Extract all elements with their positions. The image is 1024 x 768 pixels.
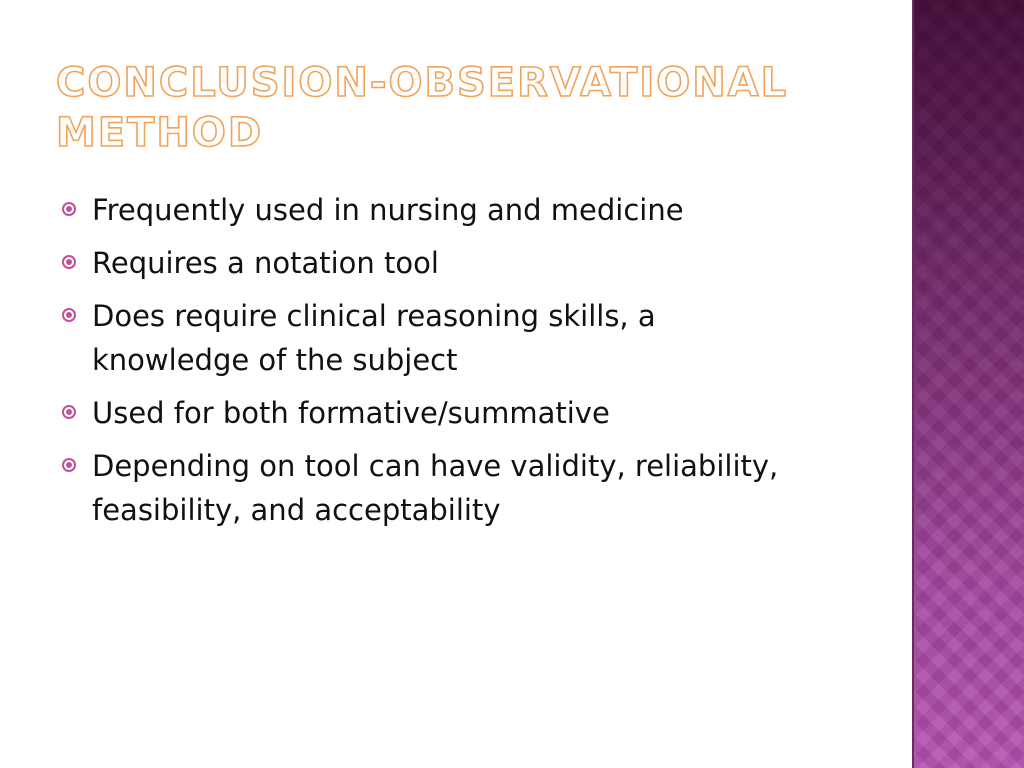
slide-title-line-1: CONCLUSION-OBSERVATIONAL [56, 60, 789, 106]
bullet-text: Frequently used in nursing and medicine [92, 193, 684, 227]
bullet-text: Does require clinical reasoning skills, a knowledge of the subject [92, 299, 656, 377]
radio-bullet-icon [62, 308, 76, 322]
radio-bullet-icon [62, 405, 76, 419]
radio-bullet-icon [62, 255, 76, 269]
bullet-list [62, 188, 822, 541]
bullet-item [62, 391, 822, 435]
bullet-item [62, 444, 822, 532]
radio-bullet-icon [62, 202, 76, 216]
decorative-side-band [912, 0, 1024, 768]
bullet-text: Requires a notation tool [92, 246, 439, 280]
bullet-text: Depending on tool can have validity, reliability, feasibility, and acceptability [92, 449, 779, 527]
bullet-text: Used for both formative/summative [92, 396, 610, 430]
slide-title-line-2: METHOD [56, 110, 264, 156]
radio-bullet-icon [62, 458, 76, 472]
bullet-item [62, 188, 822, 232]
slide-title [56, 58, 876, 158]
bullet-item [62, 241, 822, 285]
bullet-item [62, 294, 822, 382]
